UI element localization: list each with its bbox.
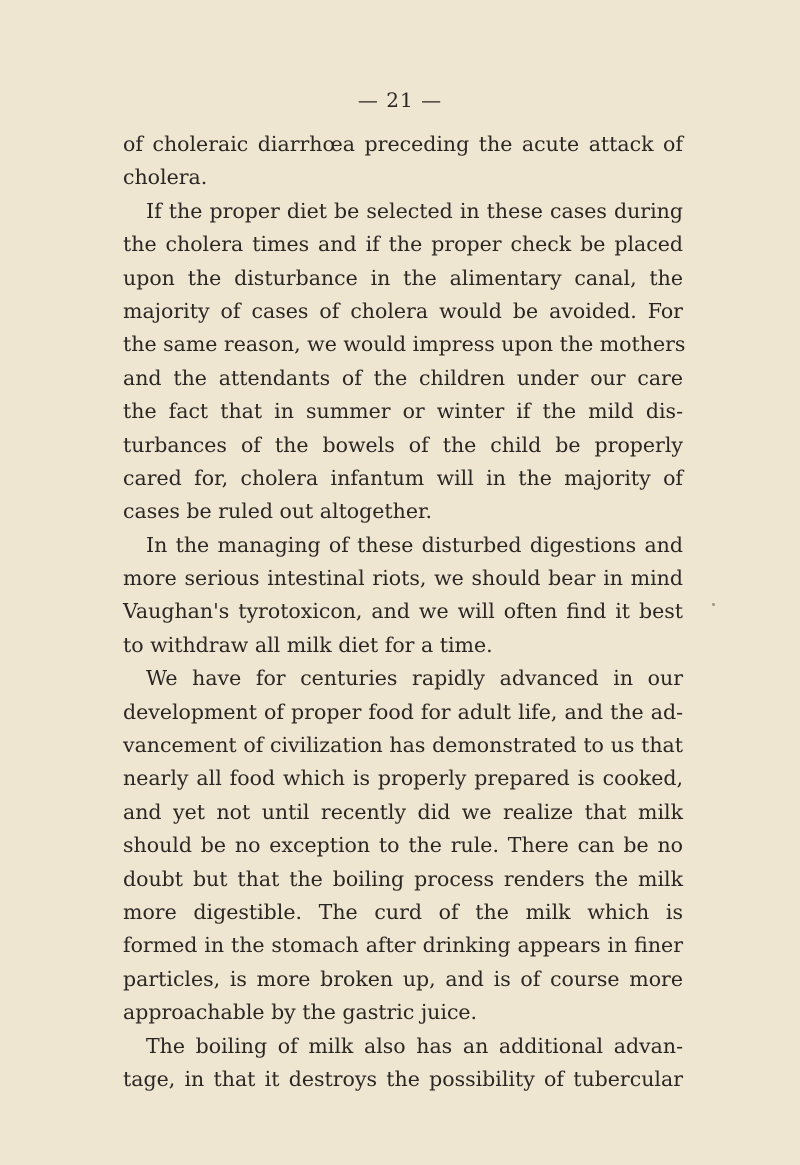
text-line: and the attendants of the children under our care [123,365,683,390]
page-number: — 21 — [357,88,443,112]
text-line: development of proper food for adult life, and the ad- [123,699,683,724]
text-line: doubt but that the boiling process renders the milk [123,866,683,891]
text-line: and yet not until recently did we realize that milk [123,799,683,824]
text-line: more serious intestinal riots, we should bear in mind [123,566,683,591]
body-text [123,128,686,1096]
text-line: If the proper diet be selected in these cases during [146,198,683,223]
text-line: turbances of the bowels of the child be properly [123,432,683,457]
text-line: upon the disturbance in the alimentary canal, the [123,265,683,290]
text-line: majority of cases of cholera would be avoided. For [123,298,683,323]
text-line: the fact that in summer or winter if the mild dis- [123,399,683,424]
text-line: In the managing of these disturbed digestions and [146,532,683,557]
text-line: We have for centuries rapidly advanced in our [146,666,683,691]
text-line: should be no exception to the rule. There can be no [123,833,683,858]
text-line: to withdraw all milk diet for a time. [123,632,493,657]
text-line: tage, in that it destroys the possibility of tubercular [123,1066,683,1091]
text-line: Vaughan's tyrotoxicon, and we will often find it best [123,599,683,624]
text-line: formed in the stomach after drinking appears in finer [123,933,683,958]
text-line: vancement of civilization has demonstrated to us that [123,733,683,758]
text-line: approachable by the gastric juice. [123,1000,478,1025]
text-line: of choleraic diarrhœa preceding the acute attack of [123,132,683,156]
text-line: the cholera times and if the proper check be placed [123,232,683,257]
text-line: more digestible. The curd of the milk which is [123,899,683,924]
text-line: cases be ruled out altogether. [123,499,433,524]
text-line: cholera. [123,165,208,190]
text-line: the same reason, we would impress upon the mothers [123,332,686,357]
text-line: The boiling of milk also has an additional advan- [146,1033,683,1058]
paper-speck [712,603,715,606]
text-line: cared for, cholera infantum will in the majority of [123,465,683,490]
text-line: particles, is more broken up, and is of course more [123,966,683,991]
text-line: nearly all food which is properly prepared is cooked, [123,766,683,791]
